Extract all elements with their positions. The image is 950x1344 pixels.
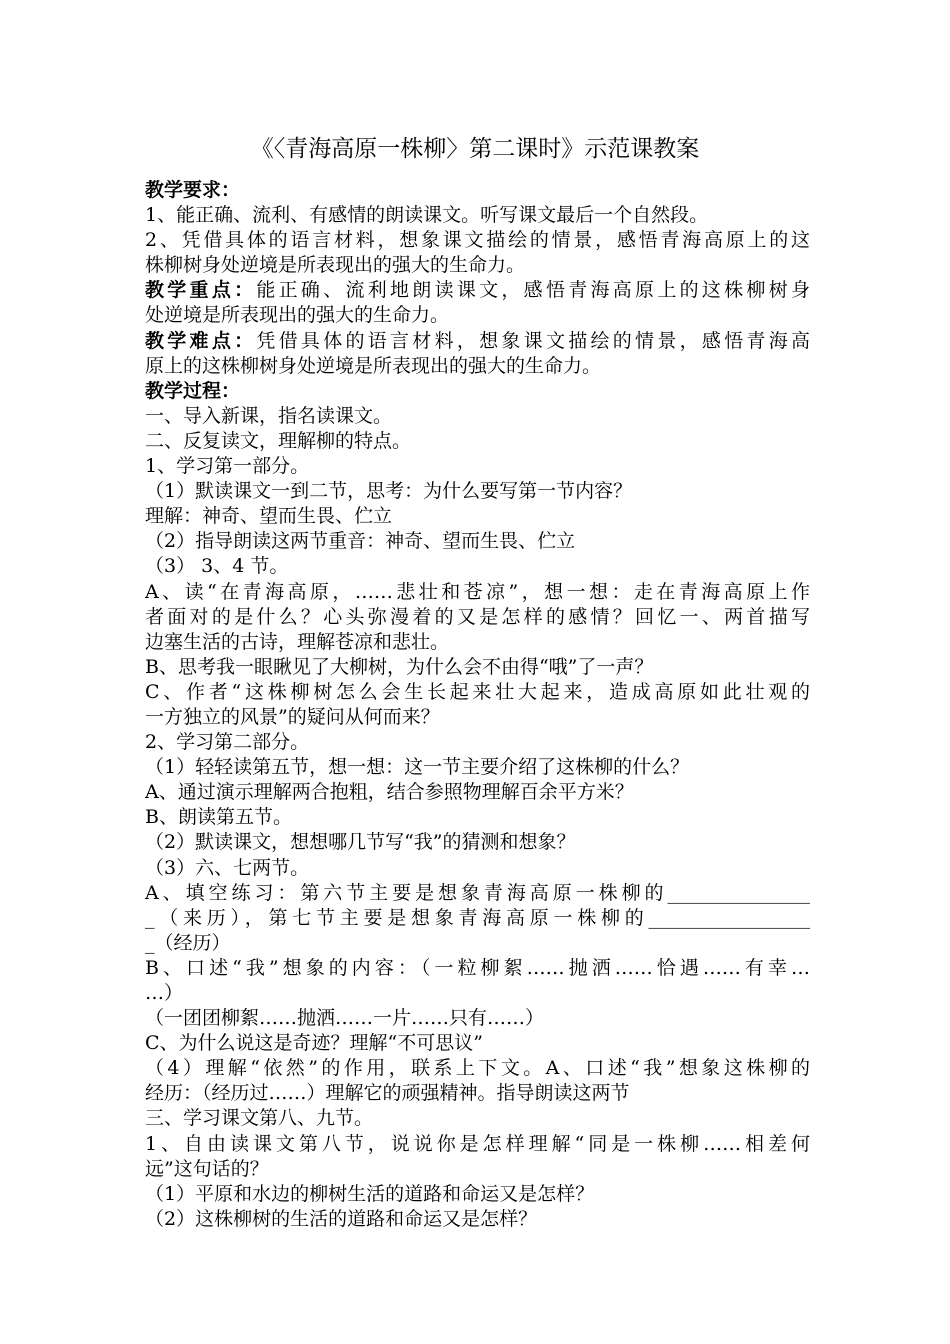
text-line — [145, 1132, 810, 1157]
text-line — [145, 755, 810, 780]
line-text: C、为什么说这是奇迹？理解“不可思议” — [145, 1032, 483, 1055]
text-line — [145, 1031, 810, 1056]
document-body — [145, 178, 810, 1232]
line-text: _（来历），第七节主要是想象青海高原一株柳的_________________ — [145, 906, 810, 929]
text-line — [145, 630, 810, 655]
section-label: 教学难点： — [145, 329, 257, 352]
text-line — [145, 881, 810, 906]
line-text: （2）指导朗读这两节重音：神奇、望而生畏、伫立 — [145, 530, 576, 553]
text-line — [145, 780, 810, 805]
line-text: 者面对的是什么？心头弥漫着的又是怎样的感情？回忆一、两首描写 — [145, 605, 810, 628]
text-line — [145, 931, 810, 956]
text-line — [145, 1182, 810, 1207]
text-line — [145, 178, 810, 203]
text-line — [145, 429, 810, 454]
text-line — [145, 605, 810, 630]
document-title: 《〈青海高原一株柳〉第二课时》示范课教案 — [250, 136, 700, 162]
line-text: B、朗读第五节。 — [145, 806, 292, 829]
text-line — [145, 1006, 810, 1031]
line-text: （4）理解“依然”的作用，联系上下文。A、口述“我”想象这株柳的 — [145, 1057, 810, 1080]
text-line — [145, 830, 810, 855]
line-text: 一、导入新课，指名读课文。 — [145, 404, 393, 427]
text-line — [145, 529, 810, 554]
line-text: （3）六、七两节。 — [145, 856, 310, 879]
text-line — [145, 1157, 810, 1182]
text-line — [145, 404, 810, 429]
text-line — [145, 906, 810, 931]
line-text: 理解：神奇、望而生畏、伫立 — [145, 505, 393, 528]
line-text: A、通过演示理解两合抱粗，结合参照物理解百余平方米？ — [145, 781, 634, 804]
line-text: 2、学习第二部分。 — [145, 731, 310, 754]
text-line — [145, 730, 810, 755]
line-text: 能正确、流利地朗读课文，感悟青海高原上的这株柳树身 — [256, 279, 810, 302]
text-line — [145, 580, 810, 605]
text-line — [145, 504, 810, 529]
line-text: （1）默读课文一到二节，思考：为什么要写第一节内容？ — [145, 480, 633, 503]
text-line — [145, 1056, 810, 1081]
line-text: B、思考我一眼瞅见了大柳树，为什么会不由得“哦”了一声？ — [145, 655, 654, 678]
line-text: A、填空练习：第六节主要是想象青海高原一株柳的_______________ — [145, 881, 810, 904]
line-text: C、作者“这株柳树怎么会生长起来壮大起来，造成高原如此壮观的 — [145, 680, 810, 703]
line-text: A、读“在青海高原，……悲壮和苍凉”，想一想：走在青海高原上作 — [145, 580, 810, 603]
line-text: （2）这株柳树的生活的道路和命运又是怎样？ — [145, 1207, 538, 1230]
line-text: （1）平原和水边的柳树生活的道路和命运又是怎样？ — [145, 1182, 595, 1205]
section-label: 教学过程： — [145, 379, 241, 402]
line-text: （2）默读课文，想想哪几节写“我”的猜测和想象？ — [145, 831, 576, 854]
line-text: 1、学习第一部分。 — [145, 455, 310, 478]
text-line — [145, 253, 810, 278]
line-text: 2、凭借具体的语言材料，想象课文描绘的情景，感悟青海高原上的这 — [145, 229, 810, 252]
text-line — [145, 479, 810, 504]
line-text: 原上的这株柳树身处逆境是所表现出的强大的生命力。 — [145, 354, 602, 377]
text-line — [145, 956, 810, 981]
line-text: B、口述“我”想象的内容：（一粒柳絮……抛洒……恰遇……有幸… — [145, 956, 810, 979]
line-text: 株柳树身处逆境是所表现出的强大的生命力。 — [145, 254, 526, 277]
line-text: （一团团柳絮……抛洒……一片……只有……） — [145, 1007, 545, 1030]
line-text: 1、能正确、流利、有感情的朗读课文。听写课文最后一个自然段。 — [145, 204, 709, 227]
text-line — [145, 379, 810, 404]
line-text: 边塞生活的古诗，理解苍凉和悲壮。 — [145, 630, 450, 653]
text-line — [145, 228, 810, 253]
text-line — [145, 805, 810, 830]
line-text: 1、自由读课文第八节，说说你是怎样理解“同是一株柳……相差何 — [145, 1132, 810, 1155]
line-text: （3） 3、4 节。 — [145, 555, 289, 578]
line-text: …） — [145, 982, 184, 1004]
text-line — [145, 454, 810, 479]
text-line — [145, 981, 810, 1006]
text-line — [145, 680, 810, 705]
text-line — [145, 705, 810, 730]
section-label: 教学要求： — [145, 179, 241, 201]
line-text: 远”这句话的？ — [145, 1157, 269, 1180]
section-label: 教学重点： — [145, 279, 257, 302]
line-text: 二、反复读文，理解柳的特点。 — [145, 429, 412, 452]
line-text: 一方独立的风景”的疑问从何而来？ — [145, 705, 440, 728]
text-line — [145, 303, 810, 328]
line-text: 处逆境是所表现出的强大的生命力。 — [145, 304, 450, 327]
text-line — [145, 203, 810, 228]
line-text: 经历：（经历过……）理解它的顽强精神。指导朗读这两节 — [145, 1082, 630, 1105]
text-line — [145, 856, 810, 881]
text-line — [145, 655, 810, 680]
line-text: 三、学习课文第八、九节。 — [145, 1107, 374, 1130]
text-line — [145, 1207, 810, 1232]
line-text: （1）轻轻读第五节，想一想：这一节主要介绍了这株柳的什么？ — [145, 756, 690, 779]
line-text: _（经历） — [145, 931, 231, 954]
text-line — [145, 1081, 810, 1106]
text-line — [145, 278, 810, 303]
text-line — [145, 329, 810, 354]
text-line — [145, 554, 810, 579]
line-text: 凭借具体的语言材料，想象课文描绘的情景，感悟青海高 — [256, 329, 810, 352]
text-line — [145, 354, 810, 379]
text-line — [145, 1106, 810, 1131]
